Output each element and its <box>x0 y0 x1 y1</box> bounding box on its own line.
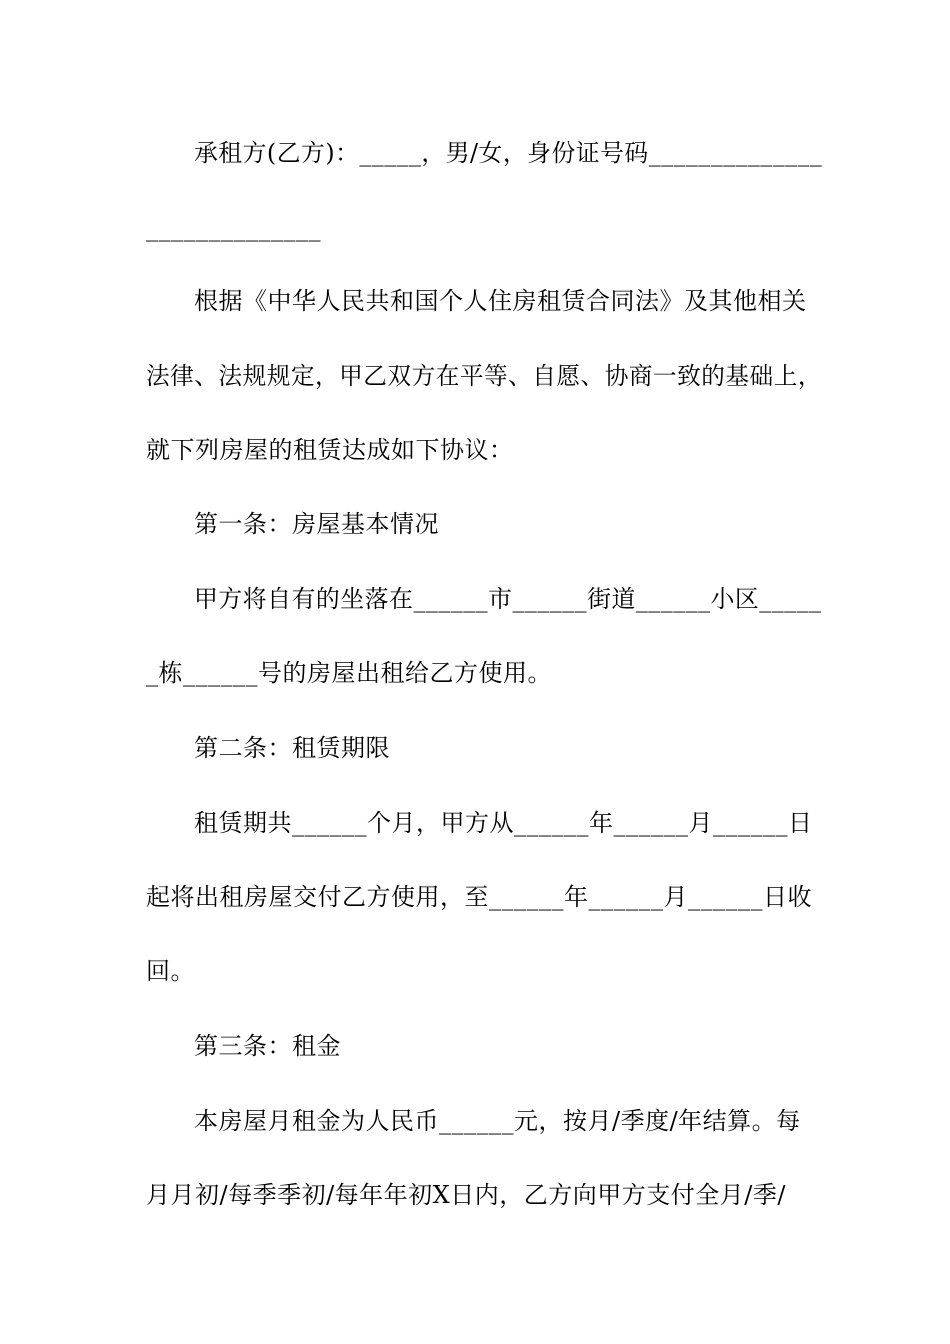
article-2-line-1: 租赁期共______个月，甲方从______年______月______日 <box>194 809 813 837</box>
lessee-line: 承租方(乙方)：_____，男/女，身份证号码______________ <box>194 139 823 167</box>
article-2-heading: 第二条：租赁期限 <box>194 734 390 762</box>
article-1-heading: 第一条：房屋基本情况 <box>194 510 439 538</box>
article-2-line-3: 回。 <box>146 957 195 985</box>
preamble-line-2: 法律、法规规定，甲乙双方在平等、自愿、协商一致的基础上， <box>146 362 822 390</box>
id-number-continuation: ______________ <box>146 214 321 242</box>
article-2-line-2: 起将出租房屋交付乙方使用，至______年______月______日收 <box>146 883 812 911</box>
preamble-line-3: 就下列房屋的租赁达成如下协议： <box>146 436 514 464</box>
article-3-line-2: 月月初/每季季初/每年年初X日内，乙方向甲方支付全月/季/ <box>146 1181 786 1209</box>
article-3-line-1: 本房屋月租金为人民币______元，按月/季度/年结算。每 <box>194 1107 801 1135</box>
article-3-heading: 第三条：租金 <box>194 1032 341 1060</box>
article-1-line-1: 甲方将自有的坐落在______市______街道______小区_____ <box>194 585 822 613</box>
preamble-line-1: 根据《中华人民共和国个人住房租赁合同法》及其他相关 <box>194 287 807 315</box>
article-1-line-2: _栋______号的房屋出租给乙方使用。 <box>146 659 552 687</box>
